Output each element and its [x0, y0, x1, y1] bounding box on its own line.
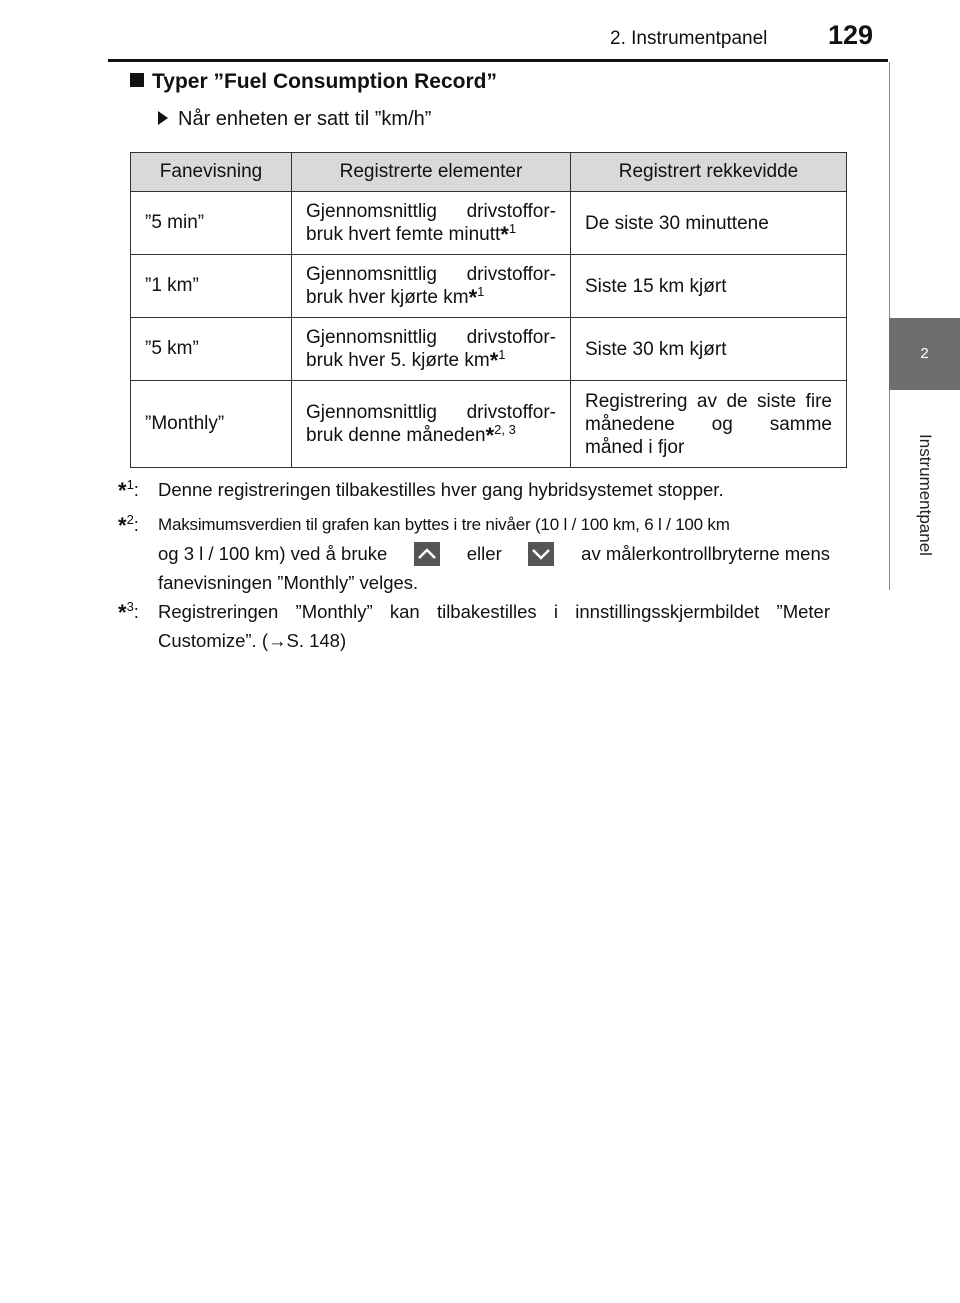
margin-rule — [889, 62, 890, 318]
tab-cell: ”Monthly” — [131, 381, 292, 468]
footnote-text: og 3 l / 100 km) ved å bruke — [158, 543, 388, 564]
chevron-up-icon — [414, 542, 440, 566]
square-bullet-icon — [130, 73, 144, 87]
footnote-marker: *$^2$: — [118, 512, 139, 538]
footnote-text: Registreringen ”Monthly” kan tilbakestilles i innstillingsskjermbildet ”Meter Customize”. (→S. 148) — [158, 601, 830, 651]
footnote-text: fanevisningen ”Monthly” velges. — [158, 572, 419, 593]
chapter-tab-label: Instrumentpanel — [916, 434, 935, 556]
chapter-tab[interactable] — [889, 318, 960, 390]
margin-rule — [889, 390, 890, 590]
section-heading: Typer ”Fuel Consumption Record” — [130, 70, 497, 94]
chevron-down-icon — [528, 542, 554, 566]
footnote — [118, 510, 830, 597]
footnote-marker: *$^3$: — [118, 599, 139, 625]
table-row — [131, 192, 847, 255]
fuel-record-table — [130, 152, 847, 468]
footnote — [118, 597, 830, 655]
elements-cell: Gjennomsnittlig drivstoffor- bruk denne måneden*$^{2, 3}$ — [292, 381, 571, 468]
asterisk-icon: * — [118, 600, 127, 625]
asterisk-icon: * — [489, 348, 499, 373]
footnote-text: eller — [466, 543, 502, 564]
asterisk-icon: * — [468, 285, 478, 310]
asterisk-icon: * — [500, 222, 509, 247]
asterisk-icon: * — [485, 423, 495, 448]
column-header: Registrert rekkevidde — [571, 153, 847, 192]
range-cell: De siste 30 minuttene — [571, 192, 847, 255]
table-row — [131, 318, 847, 381]
column-header: Fanevisning — [131, 153, 292, 192]
tab-cell: ”5 km” — [131, 318, 292, 381]
asterisk-icon: * — [118, 513, 127, 538]
asterisk-icon: * — [118, 478, 127, 503]
table-row — [131, 381, 847, 468]
sub-heading: Når enheten er satt til ”km/h” — [158, 108, 431, 131]
column-header: Registrerte elementer — [292, 153, 571, 192]
footnote-text: Maksimumsverdien til grafen kan byttes i tre nivåer (10 l / 100 km, 6 l / 100 km — [158, 515, 730, 534]
elements-cell: Gjennomsnittlig drivstoffor- bruk hvert femte minutt*$^1$ — [292, 192, 571, 255]
page-number: 129 — [828, 20, 874, 50]
tab-cell: ”5 min” — [131, 192, 292, 255]
chapter-title: 2. Instrumentpanel — [610, 28, 768, 49]
range-cell: Siste 15 km kjørt — [571, 255, 847, 318]
range-cell: Registrering av de siste fire månedene og samme måned i fjor — [571, 381, 847, 468]
triangle-right-icon — [158, 111, 168, 125]
table-row — [131, 255, 847, 318]
chapter-tab-number: 2 — [920, 345, 929, 362]
table-header-row — [131, 153, 847, 192]
elements-cell: Gjennomsnittlig drivstoffor- bruk hver kjørte km*$^1$ — [292, 255, 571, 318]
footnote — [118, 475, 830, 504]
range-cell: Siste 30 km kjørt — [571, 318, 847, 381]
header-rule — [108, 59, 888, 62]
tab-cell: ”1 km” — [131, 255, 292, 318]
footnote-text: av målerkontrollbryterne mens — [581, 543, 830, 564]
footnote-marker: *$^1$: — [118, 477, 139, 503]
elements-cell: Gjennomsnittlig drivstoffor- bruk hver 5. kjørte km*$^1$ — [292, 318, 571, 381]
footnote-text: Denne registreringen tilbakestilles hver gang hybridsystemet stopper. — [158, 479, 724, 500]
